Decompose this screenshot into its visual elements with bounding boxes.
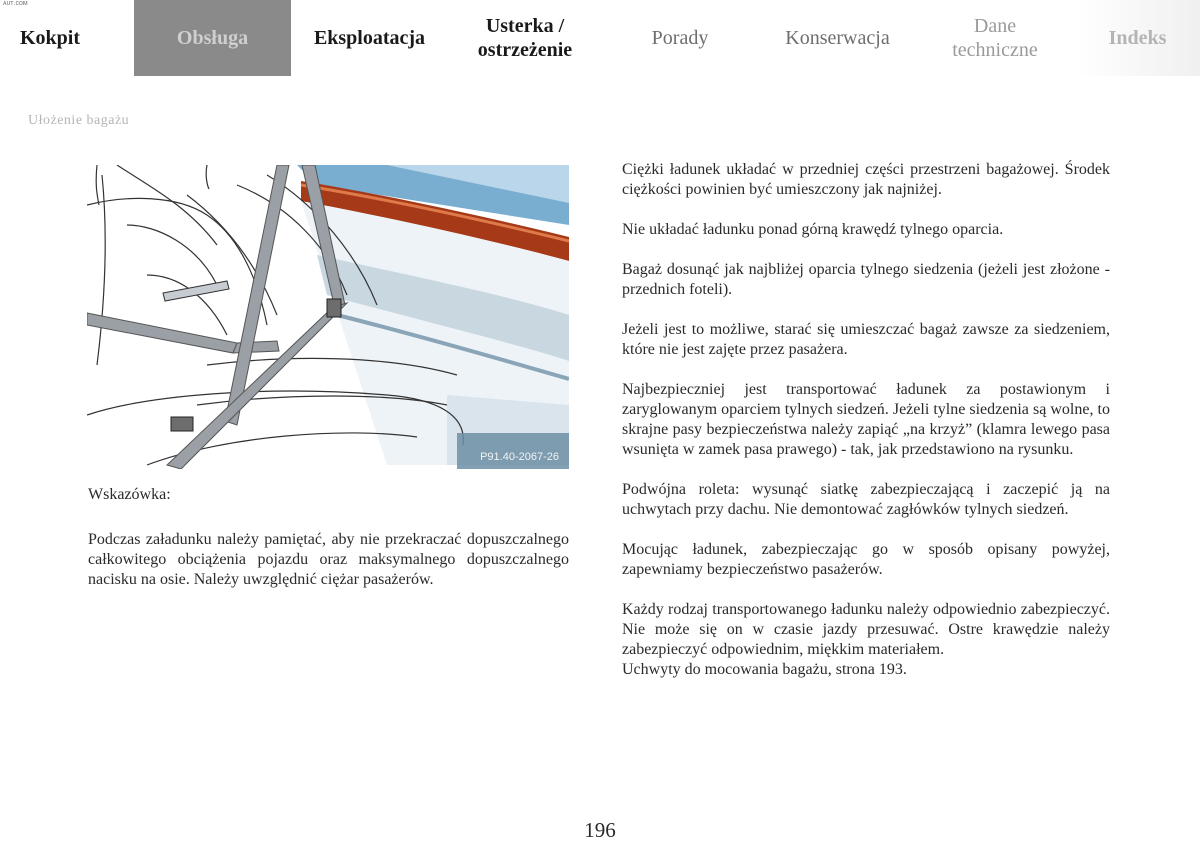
- tab-dane-label-line2: techniczne: [952, 39, 1038, 61]
- tab-obsluga-label: Obsługa: [176, 27, 249, 49]
- seat-belt-illustration: [87, 165, 569, 469]
- paragraph-8: Każdy rodzaj transportowanego ładunku należy odpowiednio zabezpieczyć. Nie może się on w czasie jazdy przesuwać. Ostre krawędzie należy zabezpieczyć odpowiednim, miękkim materiałem.: [622, 601, 1110, 658]
- tab-dane-label-line1: Dane: [973, 15, 1017, 37]
- tab-usterka[interactable]: [455, 0, 595, 76]
- paragraph-1: Ciężki ładunek układać w przedniej części przestrzeni bagażowej. Środek ciężkości powinien być umieszczony jak najniżej.: [622, 161, 1110, 198]
- note-column: [88, 486, 569, 590]
- tab-kokpit[interactable]: [0, 0, 100, 76]
- tab-kokpit-label: Kokpit: [19, 27, 81, 49]
- figure-code: P91.40-2067-26: [480, 451, 559, 463]
- section-title: Ułożenie bagażu: [28, 113, 130, 128]
- cross-reference-link[interactable]: Uchwyty do mocowania bagażu, strona 193.: [622, 661, 907, 678]
- paragraph-3: Bagaż dosunąć jak najbliżej oparcia tylnego siedzenia (jeżeli jest złożone - przednich foteli).: [622, 261, 1110, 298]
- tab-eksploatacja-label: Eksploatacja: [313, 27, 426, 49]
- tab-porady-label: Porady: [651, 27, 709, 49]
- tab-konserwacja-label: Konserwacja: [785, 27, 890, 49]
- note-label: Wskazówka:: [88, 486, 171, 503]
- tab-indeks-label: Indeks: [1108, 27, 1167, 49]
- paragraph-2: Nie układać ładunku ponad górną krawędź tylnego oparcia.: [622, 221, 1004, 238]
- paragraph-5: Najbezpieczniej jest transportować ładunek za postawionym i zaryglowanym oparciem tylnych siedzeń. Jeżeli tylne siedzenia są wolne, to skrajne pasy bezpieczeństwa należy zapiąć „na krzyż” (klamra lewego pasa wsunięta w zamek pasa prawego) - tak, jak przedstawiono na rysunku.: [622, 381, 1110, 458]
- paragraph-6: Podwójna roleta: wysunąć siatkę zabezpieczającą i zaczepić ją na uchwytach przy dachu. Nie demontować zagłówków tylnych siedzeń.: [622, 481, 1110, 518]
- site-watermark: ᴀᴜᴛ.ᴄᴏᴍ: [3, 0, 28, 7]
- tab-eksploatacja[interactable]: [296, 0, 443, 76]
- tab-dane-techniczne[interactable]: [925, 0, 1065, 76]
- tab-konserwacja[interactable]: [765, 0, 910, 76]
- paragraph-4: Jeżeli jest to możliwe, starać się umieszczać bagaż zawsze za siedzeniem, które nie jest zajęte przez pasażera.: [622, 321, 1110, 358]
- tab-porady[interactable]: [620, 0, 740, 76]
- instructions-column: [622, 160, 1110, 680]
- paragraph-7: Mocując ładunek, zabezpieczając go w sposób opisany powyżej, zapewniamy bezpieczeństwo pasażerów.: [622, 541, 1110, 578]
- tab-obsluga[interactable]: [134, 0, 291, 76]
- tab-indeks[interactable]: [1075, 0, 1200, 76]
- note-text: Podczas załadunku należy pamiętać, aby nie przekraczać dopuszczalnego całkowitego obciążenia pojazdu oraz maksymalnego dopuszczalnego nacisku na osie. Należy uwzględnić ciężar pasażerów.: [88, 531, 569, 588]
- tab-usterka-label-line2: ostrzeżenie: [477, 39, 573, 61]
- page-number: 196: [584, 818, 616, 842]
- tab-usterka-label-line1: Usterka /: [485, 15, 565, 37]
- rear-seat-crossed-belts-drawing: [87, 165, 569, 469]
- chapter-navigation: [0, 0, 1200, 76]
